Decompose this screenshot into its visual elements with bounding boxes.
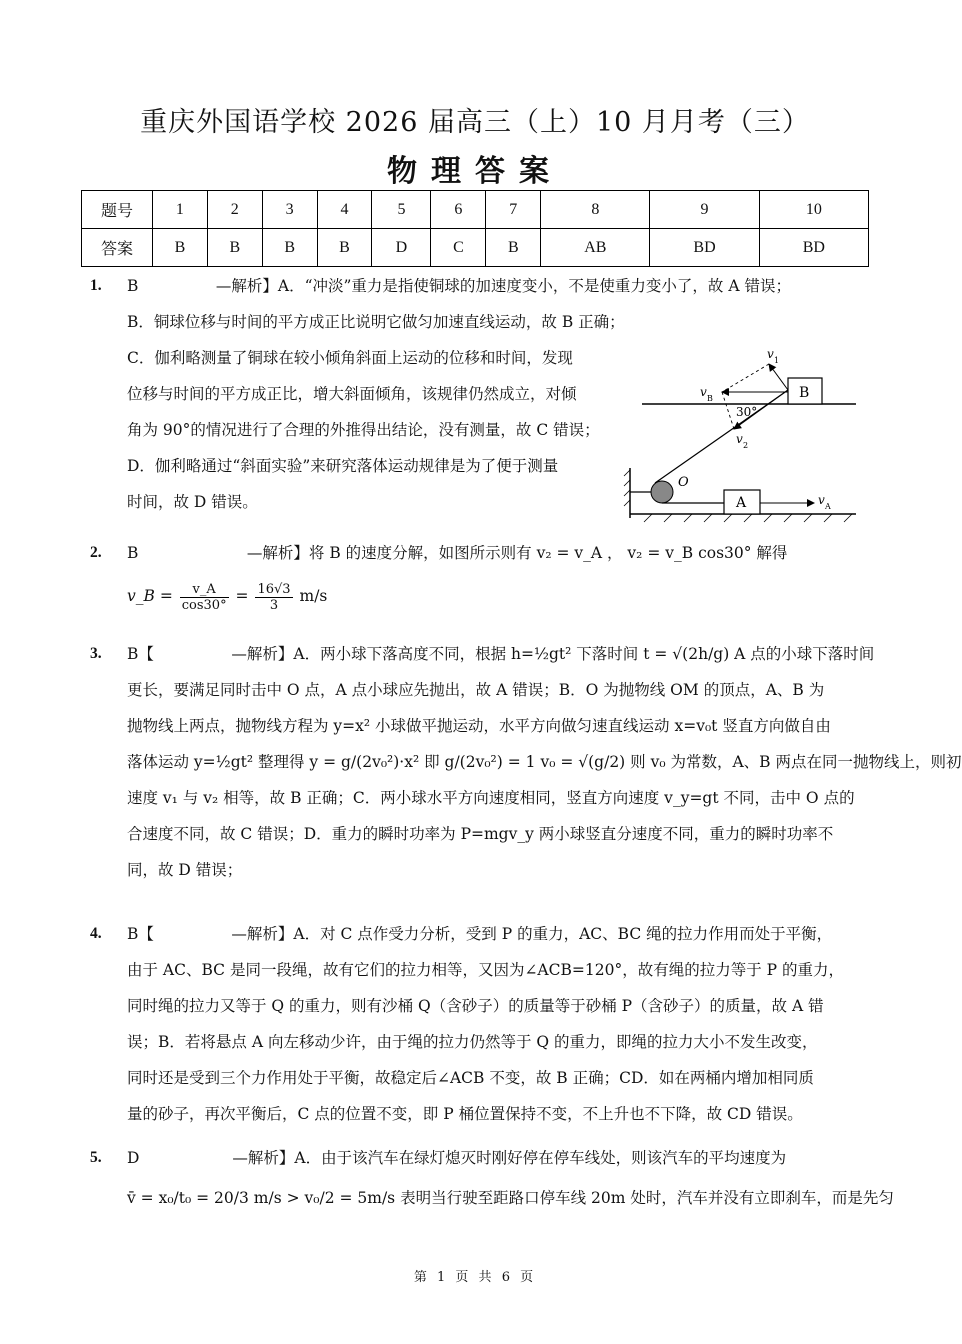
q3-line: B【 —解析】A．两小球下落高度不同，根据 h=½gt² 下落时间 t = √(2h/g) A 点的小球下落时间 [127, 645, 875, 663]
fraction-numerator: v_A [180, 582, 229, 598]
pulley-icon [651, 481, 673, 503]
table-cell: 1 [153, 191, 208, 229]
velocity-1-arrow [769, 364, 788, 390]
table-cell: BD [759, 229, 868, 267]
decomposition-dashed [722, 392, 734, 429]
question-number: 3. [90, 645, 102, 662]
q1-line: B．铜球位移与时间的平方成正比说明它做匀加速直线运动，故 B 正确； [127, 313, 625, 331]
answer-table [81, 190, 869, 267]
velocity-1-subscript: 1 [774, 356, 780, 365]
table-cell: 8 [541, 191, 650, 229]
q1-line: 角为 90°的情况进行了合理的外推得出结论，没有测量，故 C 错误； [127, 421, 600, 439]
velocity-1-label: v [767, 347, 774, 361]
table-cell: 10 [759, 191, 868, 229]
q3-line: 同，故 D 错误； [127, 861, 243, 879]
velocity-2-label: v [736, 432, 743, 446]
velocity-a-label: v [818, 493, 825, 507]
table-cell: B [486, 229, 541, 267]
question-number: 4. [90, 925, 102, 942]
fraction [180, 582, 229, 613]
question-5 [90, 1140, 894, 1220]
fraction [255, 582, 292, 613]
fraction-denominator: cos30° [181, 597, 227, 613]
table-cell: 6 [431, 191, 486, 229]
table-cell: 3 [262, 191, 317, 229]
q2-line: B —解析】将 B 的速度分解，如图所示则有 v₂ = v_A ， v₂ = v_B cos30° 解得 [127, 544, 788, 562]
table-cell: AB [541, 229, 650, 267]
table-cell: 9 [650, 191, 759, 229]
unit: m/s [299, 587, 328, 605]
velocity-a-subscript: A [825, 502, 831, 511]
pulley-label: O [678, 475, 689, 490]
velocity-2-subscript: 2 [743, 441, 749, 450]
table-cell: B [153, 229, 208, 267]
table-cell: 7 [486, 191, 541, 229]
table-cell: B [317, 229, 372, 267]
question-number: 1. [90, 277, 102, 294]
q3-line: 更长，要满足同时击中 O 点，A 点小球应先抛出，故 A 错误；B．O 为抛物线 OM 的顶点，A、B 为 [127, 681, 825, 699]
page-subtitle: 物理答案 [387, 154, 563, 189]
fraction-numerator: 16√3 [257, 581, 291, 597]
page-footer: 第 1 页 共 6 页 [413, 1270, 537, 1285]
page-title: 重庆外国语学校 2026 届高三（上）10 月月考（三） [140, 107, 810, 138]
q4-line: B【 —解析】A．对 C 点作受力分析，受到 P 的重力，AC、BC 绳的拉力作用而处于平衡， [127, 925, 833, 943]
velocity-b-label: v [700, 385, 707, 399]
table-row-numbers [82, 191, 869, 229]
table-header-cell: 题号 [82, 191, 153, 229]
block-a-label: A [736, 495, 747, 511]
q1-line: B —解析】A．“冲淡”重力是指使铜球的加速度变小，不是使重力变小了，故 A 错误； [127, 277, 791, 295]
question-number: 5. [90, 1149, 102, 1166]
table-cell: 2 [207, 191, 262, 229]
q4-line: 由于 AC、BC 是同一段绳，故有它们的拉力相等，又因为∠ACB=120°，故有绳的拉力等于 P 的重力， [127, 961, 844, 979]
table-header-cell: 答案 [82, 229, 153, 267]
decomposition-dashed [722, 364, 769, 392]
q5-line: v̄ = x₀/t₀ = 20/3 m/s > v₀/2 = 5m/s 表明当行驶至距路口停车线 20m 处时，汽车并没有立即刹车，而是先匀 [127, 1189, 894, 1207]
question-2 [90, 535, 868, 621]
block-b-label: B [799, 385, 810, 401]
table-cell: B [207, 229, 262, 267]
q4-line: 量的砂子，再次平衡后，C 点的位置不变，即 P 桶位置保持不变，不上升也不下降，故 CD 错误。 [127, 1105, 803, 1123]
question-number: 2. [90, 544, 102, 561]
q3-line: 抛物线上两点，抛物线方程为 y=x² 小球做平抛运动，水平方向做匀速直线运动 x=v₀t 竖直方向做自由 [127, 717, 831, 735]
table-row-answers [82, 229, 869, 267]
q5-line: D —解析】A．由于该汽车在绿灯熄灭时刚好停在停车线处，则该汽车的平均速度为 [127, 1149, 787, 1167]
q4-line: 同时绳的拉力又等于 Q 的重力，则有沙桶 Q（含砂子）的质量等于砂桶 P（含砂子）的质量，故 A 错 [127, 997, 824, 1015]
q4-line: 误；B．若将悬点 A 向左移动少许，由于绳的拉力仍然等于 Q 的重力，即绳的拉力大小不发生改变， [127, 1033, 818, 1051]
table-cell: B [262, 229, 317, 267]
q4-line: 同时还是受到三个力作用处于平衡，故稳定后∠ACB 不变，故 B 正确；CD．如在两桶内增加相同质 [127, 1069, 814, 1087]
table-cell: D [372, 229, 431, 267]
q2-formula [90, 571, 868, 621]
table-cell: 5 [372, 191, 431, 229]
pulley-diagram [624, 346, 860, 526]
velocity-b-subscript: B [707, 394, 713, 403]
fraction-denominator: 3 [269, 597, 279, 613]
q1-line: 位移与时间的平方成正比，增大斜面倾角，该规律仍然成立，对倾 [127, 385, 577, 403]
q1-line: D．伽利略通过“斜面实验”来研究落体运动规律是为了便于测量 [127, 457, 559, 475]
question-4 [90, 916, 868, 1132]
question-3 [90, 636, 962, 888]
q3-line: 合速度不同，故 C 错误；D．重力的瞬时功率为 P=mgv_y 两小球竖直分速度不同，重力的瞬时功率不 [127, 825, 834, 843]
q1-line: 时间，故 D 错误。 [127, 493, 258, 511]
table-cell: BD [650, 229, 759, 267]
table-cell: C [431, 229, 486, 267]
formula-lhs: v_B = [127, 587, 173, 605]
q1-line: C．伽利略测量了铜球在较小倾角斜面上运动的位移和时间，发现 [127, 349, 573, 367]
q3-line: 速度 v₁ 与 v₂ 相等，故 B 正确；C．两小球水平方向速度相同，竖直方向速度 v_y=gt 不同，击中 O 点的 [127, 789, 855, 807]
table-cell: 4 [317, 191, 372, 229]
equals-sign: = [235, 587, 249, 605]
angle-label: 30° [736, 405, 758, 419]
q3-line: 落体运动 y=½gt² 整理得 y = g/(2v₀²)·x² 即 g/(2v₀²) = 1 v₀ = √(g/2) 则 v₀ 为常数，A、B 两点在同一抛物线上，则初 [127, 753, 962, 771]
